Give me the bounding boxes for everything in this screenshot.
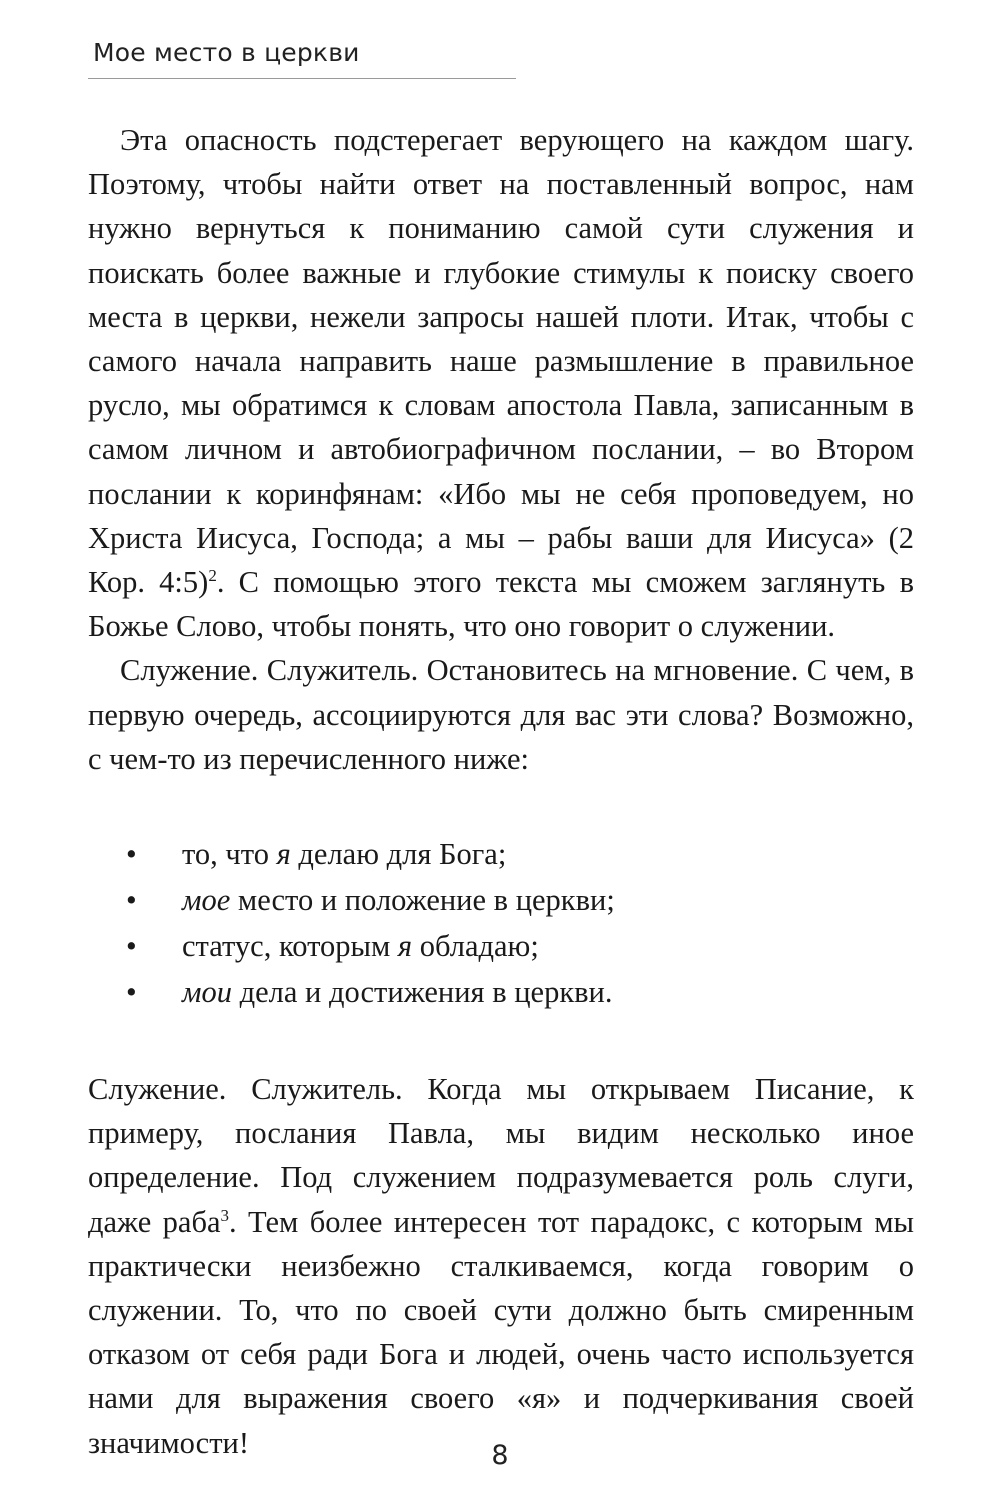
- list-item-emphasis: мое: [182, 883, 231, 918]
- list-item-text: дела и достижения в церкви.: [231, 975, 613, 1010]
- bullet-list: [88, 831, 914, 1015]
- list-item-emphasis: я: [397, 929, 413, 964]
- list-item: [88, 923, 914, 969]
- list-item-emphasis: я: [276, 837, 291, 872]
- list-item-text: обладаю;: [412, 929, 539, 964]
- bullet-icon: •: [126, 975, 137, 1010]
- paragraph-1-text-b: . С помощью этого текста мы сможем заглянуть в Божье Слово, чтобы понять, что оно говорит о служении.: [88, 565, 914, 644]
- header-rule: [88, 78, 516, 79]
- paragraph-3-text-a: Служение. Служитель. Когда мы открываем Писание, к примеру, послания Павла, мы видим несколько иное определение. Под служением подразумевается роль слуги, даже раба: [88, 1072, 914, 1239]
- list-item: [88, 831, 914, 877]
- bullet-icon: •: [126, 929, 137, 964]
- list-item-emphasis: мои: [182, 975, 232, 1010]
- list-item-text: статус, которым: [182, 929, 398, 964]
- footnote-ref-3: 3: [220, 1205, 230, 1225]
- list-item-text: то, что: [182, 837, 277, 872]
- running-title: Мое место в церкви: [93, 38, 360, 67]
- paragraph-3-text-b: . Тем более интересен тот парадокс, с которым мы практически неизбежно сталкиваемся, когда говорим о служении. То, что по своей сути должно быть смиренным отказом от себя ради Бога и людей, очень часто используется нами для выражения своего «я» и подчеркивания своей значимости!: [88, 1204, 915, 1460]
- bullet-icon: •: [126, 837, 137, 872]
- bullet-icon: •: [126, 883, 137, 918]
- list-item-text: место и положение в церкви;: [230, 883, 615, 918]
- footnote-ref-2: 2: [208, 565, 217, 585]
- list-item-text: делаю для Бога;: [290, 837, 507, 872]
- paragraph-1-text-a: Эта опасность подстерегает верующего на каждом шагу. Поэтому, чтобы найти ответ на поставленный вопрос, нам нужно вернуться к пониманию самой сути служения и поискать более важные и глубокие стимулы к поиску своего места в церкви, нежели запросы нашей плоти. Итак, чтобы с самого начала направить наше размышление в правильное русло, мы обратимся к словам апостола Павла, записанным в самом личном и автобиографичном послании, – во Втором послании к коринфянам: «Ибо мы не себя проповедуем, но Христа Иисуса, Господа; а мы – рабы ваши для Иисуса» (2 Кор. 4:5): [88, 123, 914, 600]
- page-number: 8: [491, 1440, 509, 1471]
- list-item: [88, 877, 914, 923]
- paragraph-1: [88, 118, 914, 648]
- paragraph-3: [88, 1067, 914, 1465]
- paragraph-2: Служение. Служитель. Остановитесь на мгновение. С чем, в первую очередь, ассоциируются для вас эти слова? Возможно, с чем-то из перечисленного ниже:: [88, 653, 914, 776]
- body-text: [88, 118, 914, 1465]
- list-item: [88, 969, 914, 1015]
